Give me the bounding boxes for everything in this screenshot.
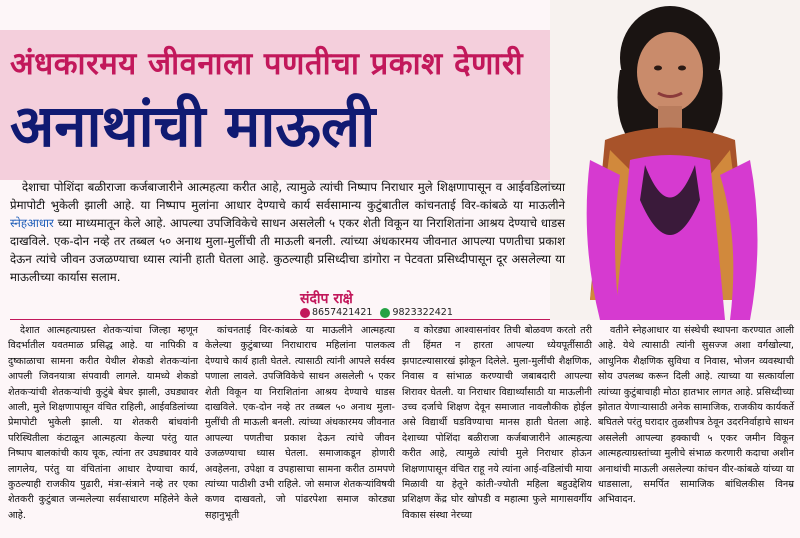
body-column-3 bbox=[402, 323, 592, 523]
sub-headline: अंधकारमय जीवनाला पणतीचा प्रकाश देणारी bbox=[10, 46, 524, 82]
portrait-photo bbox=[550, 0, 800, 320]
column-text: देशात आत्महत्याग्रस्त शेतकऱ्यांचा जिल्हा म्हणून विदर्भातील यवतमाळ प्रसिद्ध आहे. या नापिकी व दुष्काळाचा सामना करीत येथील शेकडो शेतकऱ्यांना आपली जिवनयात्रा संपवावी लागले. यामध्ये शेकडो शेतकऱ्यांची शेतकऱ्यांची कुटुंबे बेघर झाली, उघड्यावर आली, मुले शिक्षणापासून वंचित राहिली, आईवडिलांच्या प्रेमापोटी भुकेली झाली. या शेतकरी बांधवांनी परिस्थितीला कंटाळून आत्महत्या केल्या परंतु यात निष्पाप बालकांची काय चूक, त्यांना तर उघड्यावर यावे लागलेय, परंतु या वंचितांना आधार देण्याचा कार्य, कुठल्याही राजकीय पुढारी, मंत्रा-संत्राने नव्हे तर एका शेतकरी कुटुंबात जन्मलेल्या सर्वसाधारण महिलेने केले आहे. bbox=[8, 325, 198, 521]
phone-icon bbox=[300, 308, 310, 318]
lead-text-2: च्या माध्यमातून केले आहे. आपल्या उपजिविकेचे साधन असलेली ५ एकर शेती विकून या निराशितांना आश्रय देण्याचे धाडस दाखविले. एक-दोन नव्हे तर तब्बल ५० अनाथ मुला-मुलींची ती माऊली बनली. त्यांच्या अंधकारमय जीवनात आपल्या पणतीचा प्रकाश देऊन त्यांचे जीवन उजळण्याचा ध्यास त्यांनी हाती घेतला आहे. कुठल्याही प्रसिध्दीचा डांगोरा न पेटवता प्रसिध्दीपासून दूर असलेल्या या माऊलीच्या कार्यास सलाम. bbox=[10, 216, 566, 284]
lead-paragraph bbox=[10, 178, 565, 286]
whatsapp-contact bbox=[380, 307, 452, 318]
main-headline: अनाथांची माऊली bbox=[10, 92, 376, 160]
phone-number-2: 9823322421 bbox=[392, 307, 453, 318]
phone-number-1: 8657421421 bbox=[312, 307, 373, 318]
body-column-1 bbox=[8, 323, 198, 523]
column-text: वतीने स्नेहआधार या संस्थेची स्थापना करण्यात आली आहे. येथे त्यासाठी त्यांनी सुसज्ज अशा वर्गखोल्या, आधुनिक शैक्षणिक सुविधा व निवास, भोजन व्यवस्थाची सोय उपलब्ध करून दिली आहे. त्याच्या या सत्कार्याला त्यांच्या कुटुंबाचाही मोठा हातभार लागत आहे. प्रसिध्दीच्या झोतात येणाऱ्यासाठी अनेक सामाजिक, राजकीय कार्यकर्ते बघितले परंतु घरादार तुळशीपत्र ठेवून उदरनिर्वाहाचे साधन असलेली आपल्या हक्काची ५ एकर जमीन विकून आत्महत्याग्रस्तांच्या मुलीचे संभाळ करणारी कदाचा अशीन अनाथांची माऊली असलेल्या कांचन वीर-कांबळे यांच्या या धाडसाला, समर्पित सामाजिक बांधिलकीस विनम्र अभिवादन. bbox=[598, 325, 794, 506]
organization-name: स्नेहआधार bbox=[10, 216, 54, 230]
column-text: कांचनताई विर-कांबळे या माऊलीने आत्महत्या केलेल्या कुटुंबाच्या निराधाराच महिलांना पालकत्व देण्याचे कार्य हाती घेतले. त्यासाठी त्यांनी आपले सर्वस्व पणाला लावले. उपजिविकेचे साधन असलेली ५ एकर शेती विकून या निराशितांना आश्रय देण्याचे धाडस दाखविले. एक-दोन नव्हे तर तब्बल ५० अनाथ मुला-मुलींची ती माऊली बनली. त्यांच्या अंधकारमय जीवनात आपल्या पणतीचा प्रकाश देऊन त्यांचे जीवन उजळण्याचा ध्यास घेतला. समाजाकडून होणारी अवहेलना, उपेक्षा व उपहासाचा सामना करीत ठामपणे त्यांच्या पाठीशी उभी राहिले. जो समाज शेतकऱ्यांविषयी कणव दाखवतो, जो पांढरपेशा समाज कोरड्या सहानुभूती bbox=[205, 325, 395, 521]
column-text: व कोरड्या आश्वासनांवर तिची बोळवण करतो तरी ती हिंमत न हारता आपल्या ध्येयपूर्तीसाठी झपाटल्यासारखं झोकून दिलेले. मुला-मुलींची शैक्षणिक, निवास व सांभाळ करण्याची जबाबदारी आपल्या शिरावर घेतली. या निराधार विद्यार्थ्यांसाठी या माऊलीनी उच्च दर्जाचे शिक्षण देवून समाजात नावलौकीक होईल असे विद्यार्थी घडविण्याचा मानस हाती घेतला आहे. देशाच्या पोशिंदा बळीराजा कर्जबाजारीने आत्महत्या करीत आहे, त्यामुळे त्यांची मुले निराधार होऊन शिक्षणापासून वंचित राहू नये त्यांना आई-वडिलांची माया मिळावी या हेतूने कांती-ज्योती महिला बहुउद्देशिय प्रशिक्षण केंद्र घोर खोपडी व महात्मा फुले मागासवर्गीय विकास संस्था नेरच्या bbox=[402, 325, 592, 521]
phone-contact bbox=[300, 307, 372, 318]
contact-numbers bbox=[300, 307, 453, 318]
whatsapp-icon bbox=[380, 308, 390, 318]
author-byline: संदीप राक्षे bbox=[300, 291, 353, 307]
divider bbox=[10, 319, 550, 320]
body-column-2 bbox=[205, 323, 395, 523]
body-column-4 bbox=[598, 323, 794, 508]
lead-text-1: देशाचा पोशिंदा बळीराजा कर्जबाजारीने आत्महत्या करीत आहे, त्यामुळे त्यांची निष्पाप निराधार मुले शिक्षणापासून व आईवडिलांच्या प्रेमापोटी भुकेली झाली आहे. या निष्पाप मुलांना आधार देण्याचे कार्य सर्वसामान्य कुटुंबातील कांचनताई विर-कांबळे या माऊलीने bbox=[10, 180, 565, 212]
